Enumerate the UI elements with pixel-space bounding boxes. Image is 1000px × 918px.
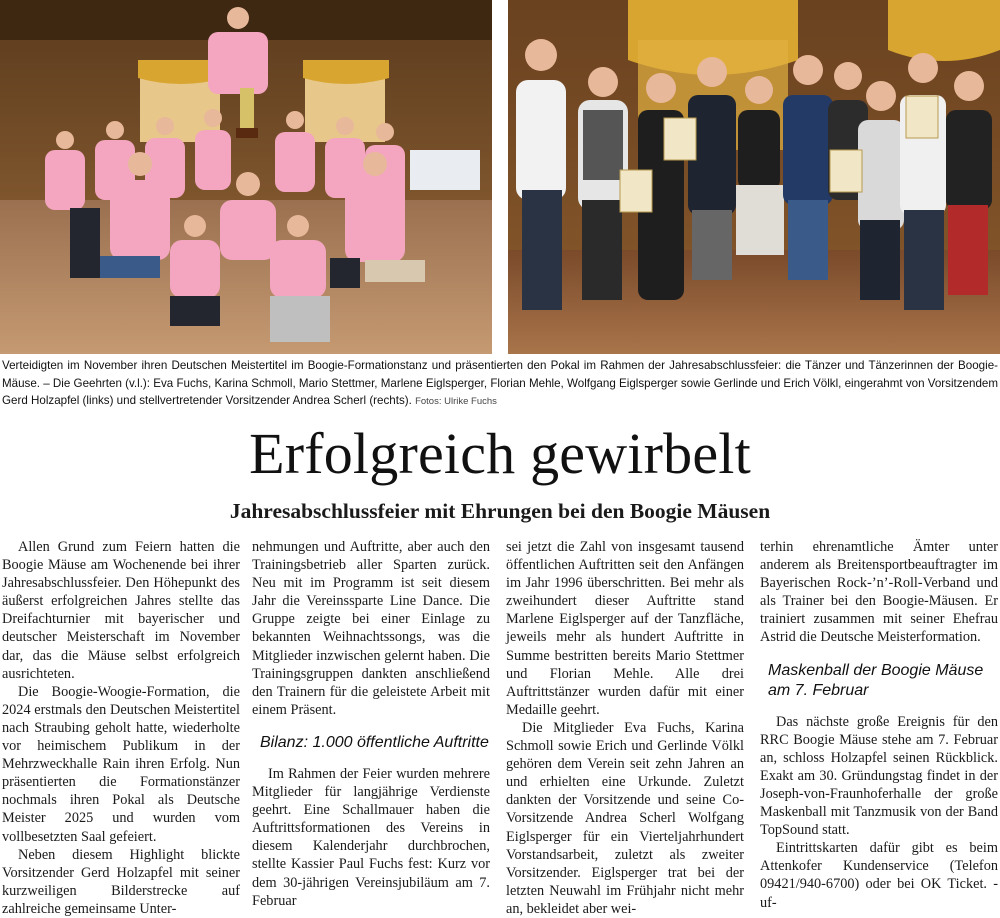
author-signoff: -uf- <box>760 876 999 911</box>
photo-honorees <box>508 0 1000 354</box>
paragraph: Die Mitglieder Eva Fuchs, Karina Schmoll sowie Erich und Gerlinde Völkl gehören dem Verein seit zehn Jahren an und erhielten eine Urkunde. Zuletzt dankten der Vorsitzende und seine Co-Vorsitzende Andrea Scherl Wolfgang Eiglsperger für ein Vierteljahrhundert Vorstandsarbeit, zuletzt als zweiter Vorsitzender. Eiglsperger trat bei der letzten Neuwahl im Frühjahr nicht mehr an, bekleidet aber wei- <box>506 719 744 917</box>
paragraph: Im Rahmen der Feier wurden mehrere Mitglieder für langjährige Verdienste geehrt. Eine Schallmauer haben die Auftrittsformationen des Vereins in diesem Kalenderjahr durchbrochen, stellte Kassier Paul Fuchs fest: Kurz vor dem 30-jährigen Vereinsjubiläum am 7. Februar <box>252 765 490 909</box>
photo-dance-formation <box>0 0 492 354</box>
section-heading: Bilanz: 1.000 öffentliche Auftritte <box>260 733 489 751</box>
photo-credit: Fotos: Ulrike Fuchs <box>415 396 497 408</box>
photo-honorees-icon <box>508 0 1000 354</box>
paragraph: Neben diesem Highlight blickte Vorsitzender Gerd Holzapfel mit seiner kurzweiligen Bilderstrecke auf zahlreiche gemeinsame Unter- <box>2 846 240 917</box>
subheadline: Jahresabschlussfeier mit Ehrungen bei den Boogie Mäusen <box>229 499 771 523</box>
photo-caption <box>2 357 998 411</box>
paragraph: Allen Grund zum Feiern hatten die Boogie Mäuse am Wochenende bei ihrer Jahresabschlussfeier. Den Höhepunkt des äußerst erfolgreichen Jahres stellte das Dreifachturnier mit bayerischer und deutscher Meisterschaft im November dar, das die Mäuse selbst erfolgreich ausrichteten. <box>2 539 240 682</box>
article-column-2 <box>252 538 490 910</box>
paragraph: nehmungen und Auftritte, aber auch den Trainingsbetrieb aller Sparten zurück. Neu mit im Programm ist seit diesem Jahr die Vereinssparte Line Dance. Die Gruppe zeigte bei einer Einlage zu bekannten Weihnachtssongs, was die Mitglieder inzwischen gelernt haben. Die Trainingsgruppen dankten anschließend den Trainern für die geleistete Arbeit mit einem Präsent. <box>252 539 490 718</box>
paragraph-text: Eintrittskarten dafür gibt es beim Attenkofer Kundenservice (Telefon 09421/940-6700) oder bei OK Ticket. <box>760 840 998 893</box>
section-heading: Maskenball der Boogie Mäuse am 7. Februar <box>768 661 984 699</box>
paragraph: terhin ehrenamtliche Ämter unter anderem als Breitensportbeauftragter im Bayerischen Rock-’n’-Roll-Verband und als Trainer bei den Boogie-Mäusen. Er trainiert zusammen mit seiner Ehefrau Astrid die Deutsche Meisterformation. <box>760 539 998 646</box>
photo-dancers-icon <box>0 0 492 354</box>
paragraph <box>760 839 998 911</box>
paragraph: sei jetzt die Zahl von insgesamt tausend öffentlichen Auftritten seit den Anfängen im Jahr 1996 überschritten. Bei mehr als zweihundert dieser Auftritte stand Marlene Eiglsperger auf der Tanzfläche, jeweils mehr als hundert Auftritte in Summe bestritten bereits Mario Stettmer und Florian Mehle. Alle drei Auftrittstänzer wurden dafür mit einer Medaille geehrt. <box>506 539 744 718</box>
article-column-4 <box>760 538 998 912</box>
paragraph: Die Boogie-Woogie-Formation, die 2024 erstmals den Deutschen Meistertitel nach Straubing geholt hatte, wiederholte vor heimischem Publikum in der Mehrzweckhalle Rain ihren Erfolg. Nun präsentierten die Formationstänzer nochmals ihren Pokal als Deutsche Meister 2025 und wurden vom vollbesetzten Saal gefeiert. <box>2 683 240 845</box>
headline: Erfolgreich gewirbelt <box>249 421 751 486</box>
article-column-3 <box>506 538 744 918</box>
caption-text: Verteidigten im November ihren Deutschen Meistertitel im Boogie-Formationstanz und präsentierten den Pokal im Rahmen der Jahresabschlussfeier: die Tänzer und Tänzerinnen der Boogie-Mäuse. – Die Geehrten (v.l.): Eva Fuchs, Karina Schmoll, Mario Stettmer, Marlene Eiglsperger, Florian Mehle, Wolfgang Eiglsperger sowie Gerlinde und Erich Völkl, eingerahmt von Vorsitzendem Gerd Holzapfel (links) und stellvertretender Vorsitzender Andrea Scherl (rechts). <box>2 359 998 408</box>
paragraph: Das nächste große Ereignis für den RRC Boogie Mäuse stehe am 7. Februar an, schloss Holzapfel seinen Rückblick. Exakt am 30. Gründungstag findet in der Joseph-von-Fraunhoferhalle der große Maskenball mit Tanzmusik von der Band TopSound statt. <box>760 713 998 839</box>
article-column-1 <box>2 538 240 918</box>
